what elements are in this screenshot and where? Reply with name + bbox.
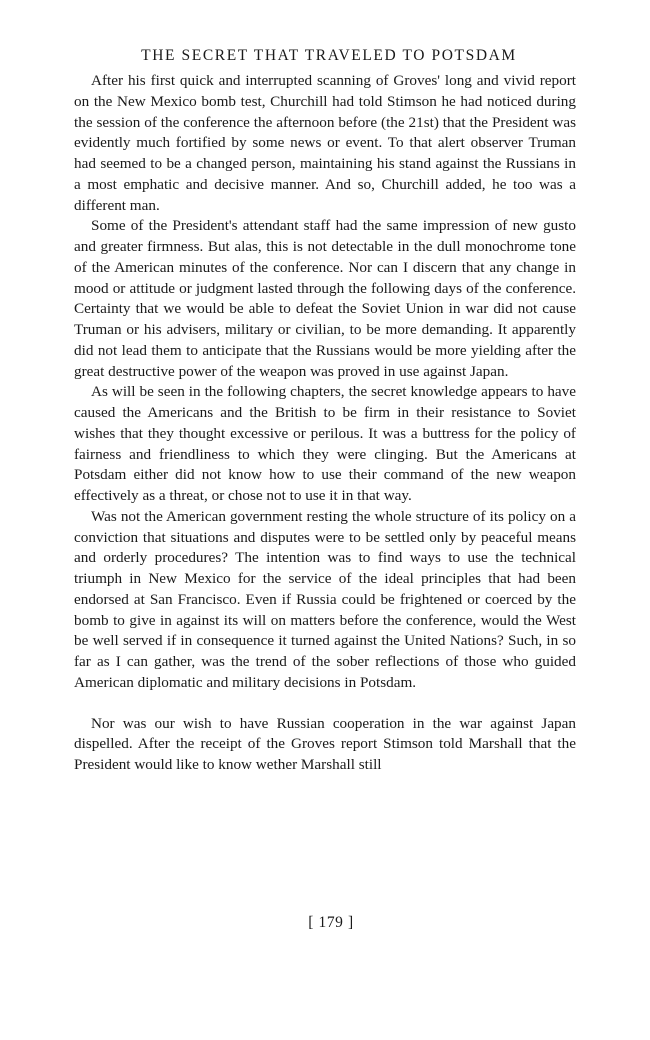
paragraph-5: Nor was our wish to have Russian cooperation in the war against Japan dispelled. After the receipt of the Groves report Stimson told Marshall that the President would like to know wether Marshall still bbox=[74, 714, 576, 773]
book-page bbox=[74, 46, 576, 776]
page-number bbox=[0, 913, 650, 933]
running-head: THE SECRET THAT TRAVELED TO POTSDAM bbox=[141, 47, 517, 64]
page-number-text: [ 179 ] bbox=[308, 914, 354, 931]
paragraph-3: As will be seen in the following chapters, the secret knowledge appears to have caused the Americans and the British to be firm in their resistance to Soviet wishes that they thought excessive or perilous. It was a buttress for the policy of fairness and friendliness to which they were clinging. But the Americans at Potsdam either did not know how to use their command of the new weapon effectively as a threat, or chose not to use it in that way. bbox=[74, 383, 576, 504]
paragraph-4: Was not the American government resting the whole structure of its policy on a conviction that situations and disputes were to be settled only by peaceful means and orderly procedures? The intention was to find ways to use the technical triumph in New Mexico for the service of the ideal principles that had been endorsed at San Francisco. Even if Russia could be frightened or coerced by the bomb to give in against its will on matters before the conference, would the West be well served if in consequence it turned against the United Nations? Such, in so far as I can gather, was the trend of the sober reflections of those who guided American diplomatic and military decisions in Potsdam. bbox=[74, 507, 576, 691]
paragraph-2: Some of the President's attendant staff had the same impression of new gusto and greater firmness. But alas, this is not detectable in the dull monochrome tone of the American minutes of the conference. Nor can I discern that any change in mood or attitude or judgment lasted through the following days of the conference. Certainty that we would be able to defeat the Soviet Union in war did not cause Truman or his advisers, military or civilian, to be more demanding. It apparently did not lead them to anticipate that the Russians would be more yielding after the great destructive power of the weapon was proved in use against Japan. bbox=[74, 217, 576, 380]
paragraph-1: After his first quick and interrupted scanning of Groves' long and vivid report on the New Mexico bomb test, Churchill had told Stimson he had noticed during the session of the conference the afternoon before (the 21st) that the President was evidently much fortified by some news or event. To that alert observer Truman had seemed to be a changed person, maintaining his stand against the Russians in a most emphatic and decisive manner. And so, Churchill added, he too was a different man. bbox=[74, 72, 576, 214]
